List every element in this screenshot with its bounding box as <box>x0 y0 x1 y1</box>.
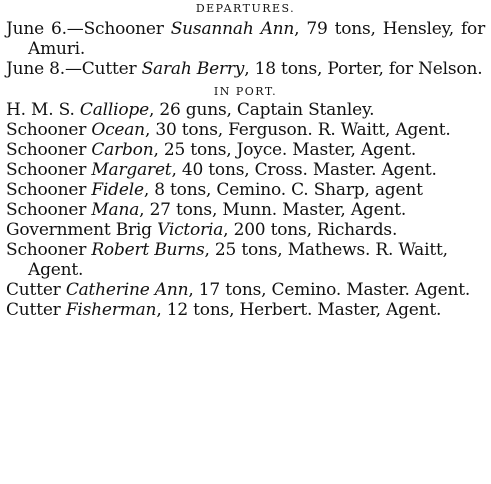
entry-details: , 8 tons, Cemino. C. Sharp, agent <box>143 180 423 200</box>
ship-name: Fisherman <box>65 300 157 320</box>
entry-prefix: Schooner <box>6 240 92 260</box>
ship-name: Fidele <box>91 180 144 200</box>
in-port-entry <box>6 160 485 180</box>
entry-details: , 17 tons, Cemino. Master. Agent. <box>188 280 471 300</box>
entry-details: , 200 tons, Richards. <box>223 220 398 240</box>
in-port-entry <box>6 180 485 200</box>
entry-prefix: Government Brig <box>6 220 158 240</box>
ship-name: Victoria <box>157 220 224 240</box>
entry-prefix: Cutter <box>6 280 66 300</box>
ship-name: Susannah Ann <box>170 19 295 39</box>
entry-prefix: Schooner <box>6 140 92 160</box>
ship-name: Calliope <box>79 100 149 120</box>
ship-name: Mana <box>91 200 140 220</box>
entry-prefix: June 8.—Cutter <box>6 59 142 79</box>
ship-name: Carbon <box>91 140 154 160</box>
entry-details: , 27 tons, Munn. Master, Agent. <box>139 200 407 220</box>
ship-name: Ocean <box>91 120 145 140</box>
entry-details: , 25 tons, Joyce. Master, Agent. <box>153 140 417 160</box>
departure-entry <box>6 59 485 79</box>
entry-details: , 26 guns, Captain Stanley. <box>148 100 375 120</box>
entry-prefix: H. M. S. <box>6 100 80 120</box>
entry-prefix: Schooner <box>6 160 92 180</box>
in-port-entry <box>6 220 485 240</box>
in-port-entry <box>6 200 485 220</box>
entry-prefix: June 6.—Schooner <box>6 19 171 39</box>
ship-name: Catherine Ann <box>65 280 189 300</box>
in-port-entry <box>6 100 485 120</box>
entry-details: , 12 tons, Herbert. Master, Agent. <box>156 300 442 320</box>
entry-details: , 40 tons, Cross. Master. Agent. <box>171 160 437 180</box>
in-port-heading: IN PORT. <box>213 85 278 98</box>
in-port-entry <box>6 300 485 320</box>
entry-details: , 79 tons, Hensley, for Amuri. <box>28 19 486 59</box>
entry-details: , 30 tons, Ferguson. R. Waitt, Agent. <box>144 120 451 140</box>
entry-prefix: Schooner <box>6 120 92 140</box>
ship-name: Sarah Berry <box>141 59 245 79</box>
entry-details: , 18 tons, Porter, for Nelson. <box>244 59 483 79</box>
in-port-entry <box>6 280 485 300</box>
entry-prefix: Schooner <box>6 180 92 200</box>
departures-heading: DEPARTURES. <box>195 2 296 15</box>
in-port-entry <box>6 240 485 280</box>
in-port-entry <box>6 120 485 140</box>
ship-name: Margaret <box>91 160 172 180</box>
ship-name: Robert Burns <box>91 240 205 260</box>
entry-prefix: Cutter <box>6 300 66 320</box>
entry-details: , 25 tons, Mathews. R. Waitt, Agent. <box>28 240 448 280</box>
departure-entry <box>6 19 485 59</box>
in-port-entry <box>6 140 485 160</box>
entry-prefix: Schooner <box>6 200 92 220</box>
